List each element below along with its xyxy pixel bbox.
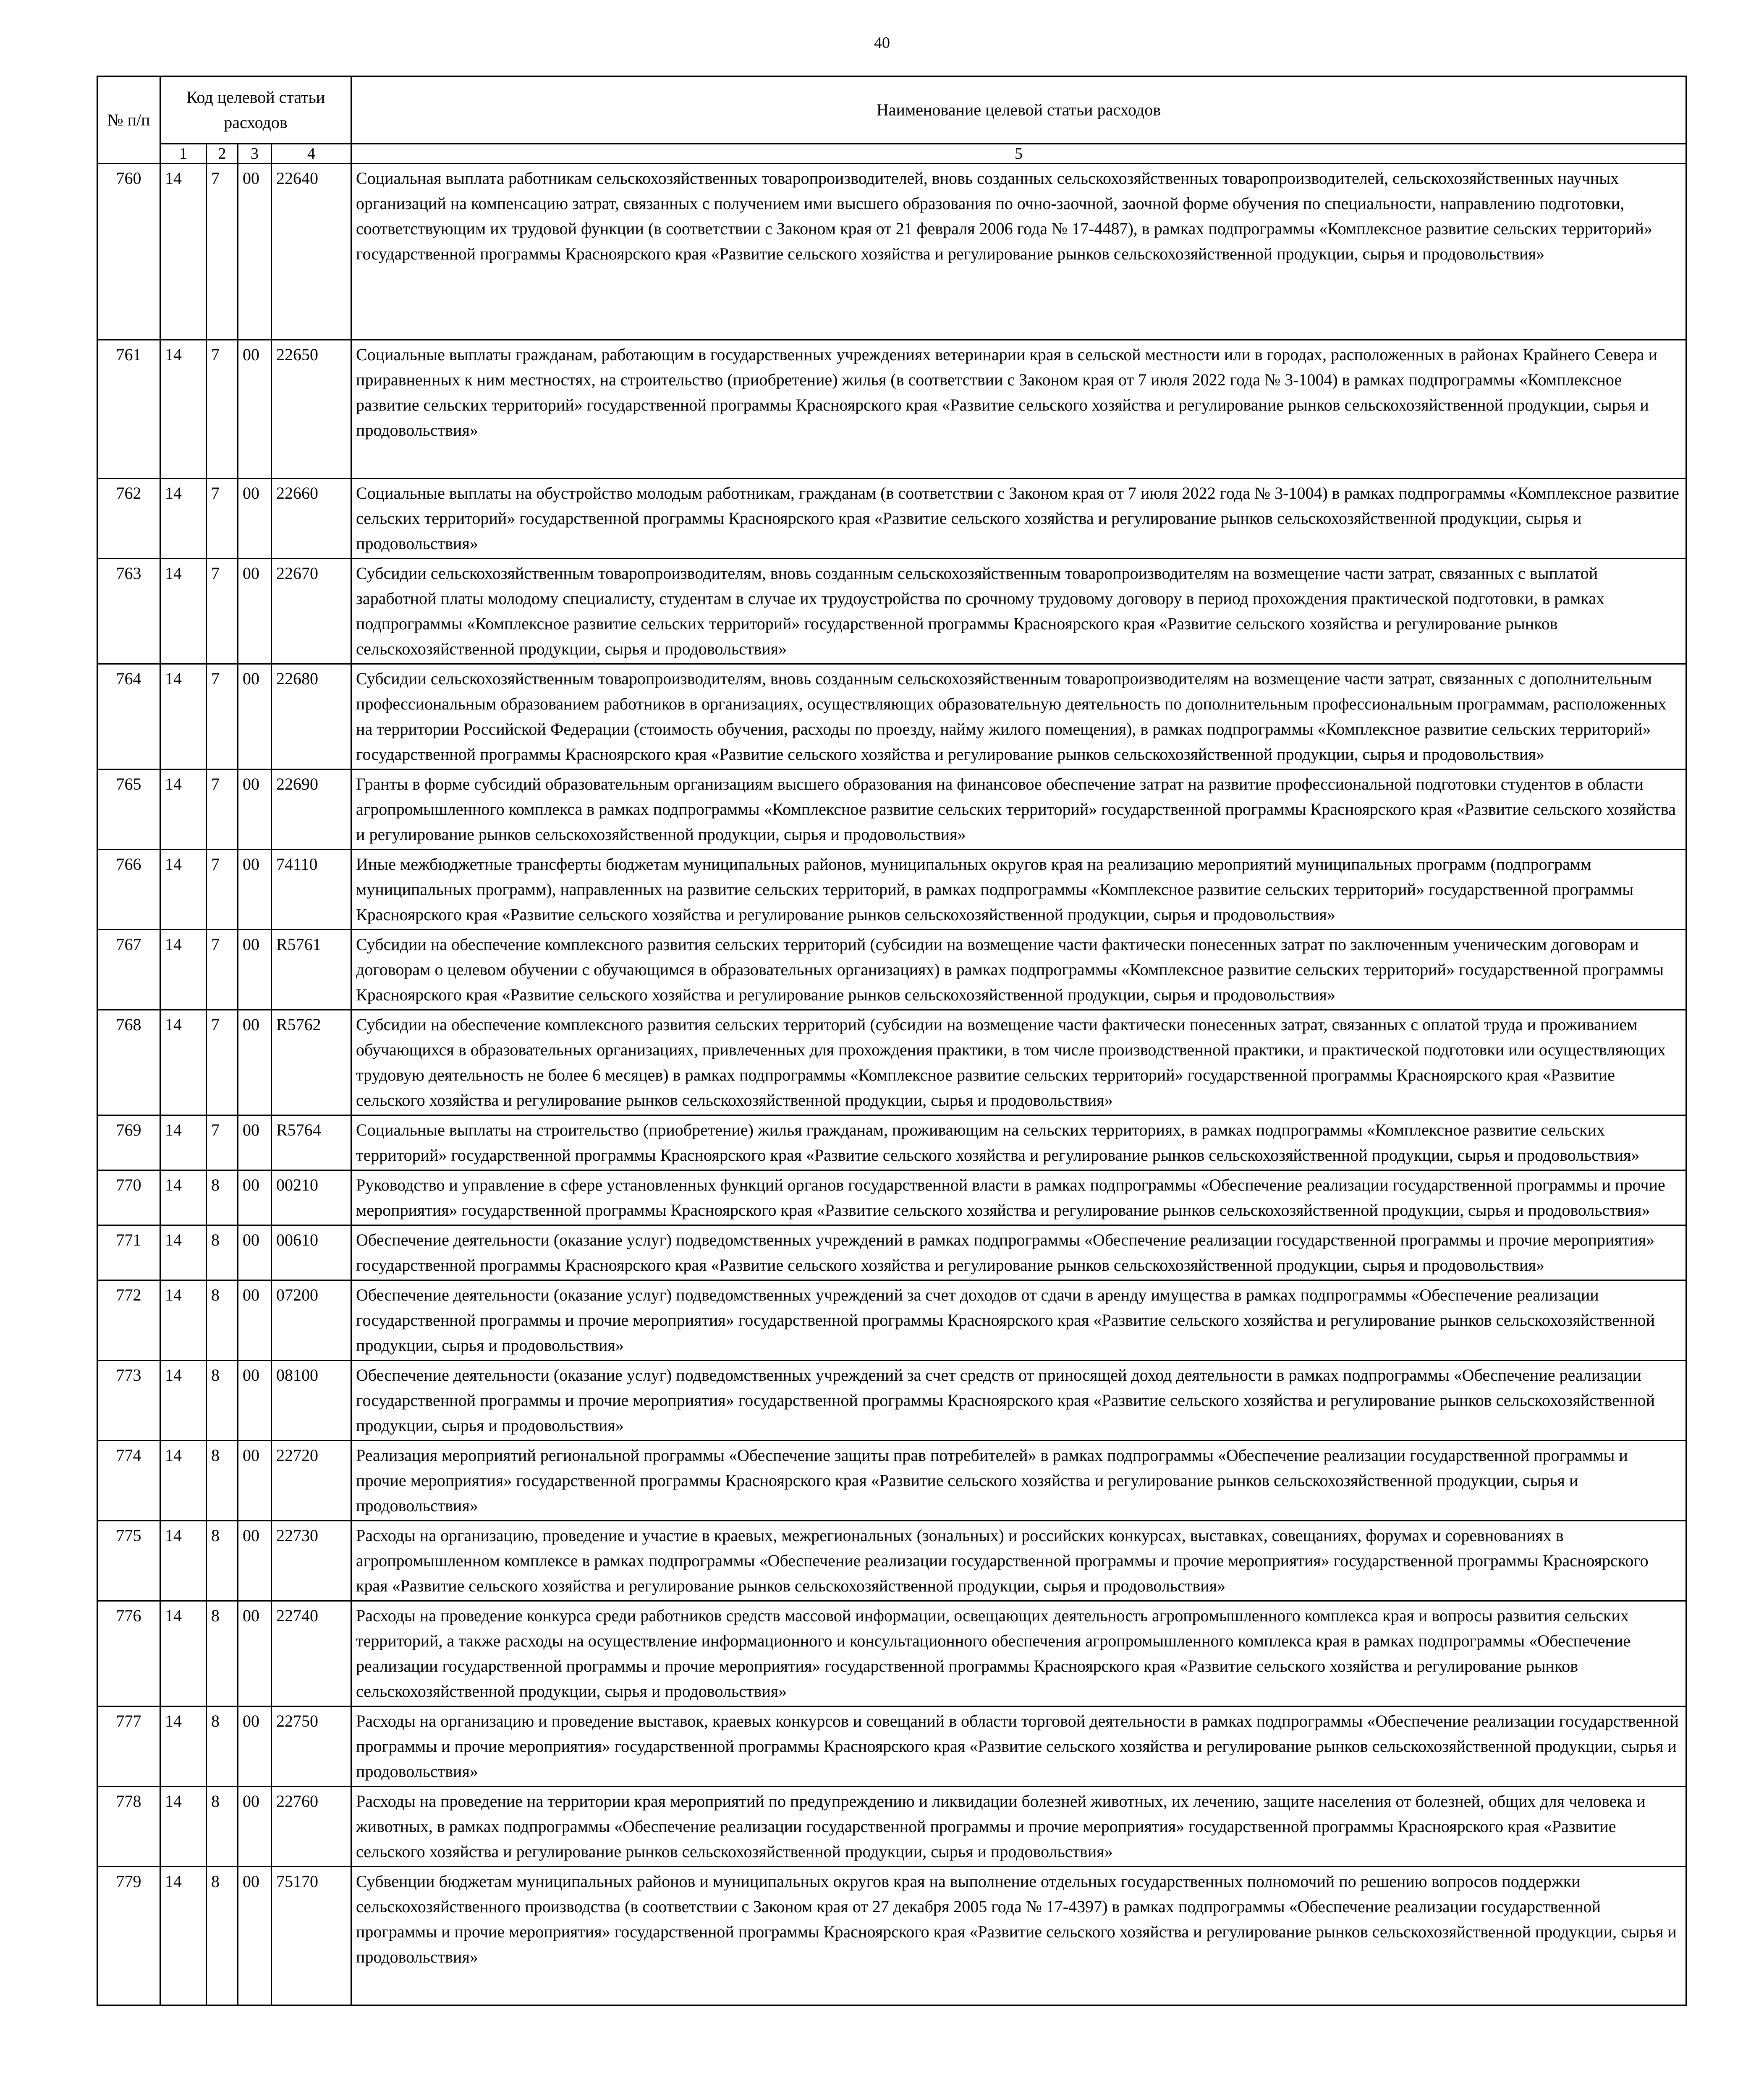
code-part-4: 22650 [272,340,351,479]
code-part-3: 00 [238,1361,272,1441]
code-part-1: 14 [160,1010,207,1115]
table-row [97,930,1686,1010]
table-row [97,1361,1686,1441]
code-part-1: 14 [160,1787,207,1867]
code-part-4: R5764 [272,1115,351,1170]
code-part-3: 00 [238,479,272,559]
code-part-3: 00 [238,1170,272,1225]
table-row [97,1225,1686,1280]
code-part-4: 08100 [272,1361,351,1441]
code-part-4: 74110 [272,850,351,930]
row-description: Иные межбюджетные трансферты бюджетам муниципальных районов, муниципальных округов края на реализацию мероприятий муниципальных программ (подпрограмм муниципальных программ), направленных на развитие сельских территорий, в рамках подпрограммы «Комплексное развитие сельских территорий» государственной программы Красноярского края «Развитие сельского хозяйства и регулирование рынков сельскохозяйственной продукции, сырья и продовольствия» [351,850,1686,930]
code-part-2: 8 [207,1225,238,1280]
code-part-1: 14 [160,1225,207,1280]
code-part-4: 22740 [272,1601,351,1706]
code-part-4: 22760 [272,1787,351,1867]
code-part-4: 22720 [272,1441,351,1521]
code-part-1: 14 [160,664,207,769]
row-description: Субсидии сельскохозяйственным товаропроизводителям, вновь созданным сельскохозяйственным товаропроизводителям на возмещение части затрат, связанных с дополнительным профессиональным образованием работников в организациях, осуществляющих образовательную деятельность по дополнительным профессиональным программам, расположенных на территории Российской Федерации (стоимость обучения, расходы по проезду, найму жилого помещения), в рамках подпрограммы «Комплексное развитие сельских территорий» государственной программы Красноярского края «Развитие сельского хозяйства и регулирование рынков сельскохозяйственной продукции, сырья и продовольствия» [351,664,1686,769]
code-part-3: 00 [238,1601,272,1706]
table-row [97,664,1686,769]
code-part-4: R5762 [272,1010,351,1115]
table-row [97,1867,1686,2005]
row-description: Обеспечение деятельности (оказание услуг) подведомственных учреждений в рамках подпрограммы «Обеспечение реализации государственной программы и прочие мероприятия» государственной программы Красноярского края «Развитие сельского хозяйства и регулирование рынков сельскохозяйственной продукции, сырья и продовольствия» [351,1225,1686,1280]
code-part-4: 22680 [272,664,351,769]
table-row [97,850,1686,930]
table-row [97,1280,1686,1361]
code-part-3: 00 [238,1706,272,1787]
row-number: 771 [97,1225,160,1280]
column-number-1: 1 [160,144,207,164]
column-number-3: 3 [238,144,272,164]
table-row [97,340,1686,479]
code-part-2: 8 [207,1170,238,1225]
row-description: Обеспечение деятельности (оказание услуг) подведомственных учреждений за счет средств от приносящей доход деятельности в рамках подпрограммы «Обеспечение реализации государственной программы и прочие мероприятия» государственной программы Красноярского края «Развитие сельского хозяйства и регулирование рынков сельскохозяйственной продукции, сырья и продовольствия» [351,1361,1686,1441]
row-number: 779 [97,1867,160,2005]
code-part-3: 00 [238,664,272,769]
code-part-4: 22670 [272,559,351,664]
table-row [97,1787,1686,1867]
table-row [97,769,1686,850]
code-part-2: 7 [207,164,238,340]
row-description: Субсидии сельскохозяйственным товаропроизводителям, вновь созданным сельскохозяйственным товаропроизводителям на возмещение части затрат, связанных с выплатой заработной платы молодому специалисту, студентам в случае их трудоустройства по срочному трудовому договору в период прохождения практической подготовки, в рамках подпрограммы «Комплексное развитие сельских территорий» государственной программы Красноярского края «Развитие сельского хозяйства и регулирование рынков сельскохозяйственной продукции, сырья и продовольствия» [351,559,1686,664]
row-number: 776 [97,1601,160,1706]
row-number: 772 [97,1280,160,1361]
code-part-4: 00610 [272,1225,351,1280]
row-description: Социальные выплаты гражданам, работающим в государственных учреждениях ветеринарии края в сельской местности или в городах, расположенных в районах Крайнего Севера и приравненных к ним местностях, на строительство (приобретение) жилья (в соответствии с Законом края от 7 июля 2022 года № 3-1004) в рамках подпрограммы «Комплексное развитие сельских территорий» государственной программы Красноярского края «Развитие сельского хозяйства и регулирование рынков сельскохозяйственной продукции, сырья и продовольствия» [351,340,1686,479]
code-part-1: 14 [160,769,207,850]
table-row [97,1441,1686,1521]
row-description: Социальные выплаты на строительство (приобретение) жилья гражданам, проживающим на сельских территориях, в рамках подпрограммы «Комплексное развитие сельских территорий» государственной программы Красноярского края «Развитие сельского хозяйства и регулирование рынков сельскохозяйственной продукции, сырья и продовольствия» [351,1115,1686,1170]
row-description: Расходы на проведение на территории края мероприятий по предупреждению и ликвидации болезней животных, их лечению, защите населения от болезней, общих для человека и животных, в рамках подпрограммы «Обеспечение реализации государственной программы и прочие мероприятия» государственной программы Красноярского края «Развитие сельского хозяйства и регулирование рынков сельскохозяйственной продукции, сырья и продовольствия» [351,1787,1686,1867]
code-part-2: 7 [207,850,238,930]
column-number-2: 2 [207,144,238,164]
code-part-2: 7 [207,559,238,664]
code-part-2: 7 [207,930,238,1010]
row-number: 760 [97,164,160,340]
column-number-4: 4 [272,144,351,164]
code-part-1: 14 [160,1706,207,1787]
code-part-2: 8 [207,1867,238,2005]
code-part-4: R5761 [272,930,351,1010]
code-part-4: 22730 [272,1521,351,1601]
row-description: Субсидии на обеспечение комплексного развития сельских территорий (субсидии на возмещение части фактически понесенных затрат по заключенным ученическим договорам и договорам о целевом обучении с обучающимся в образовательных организациях) в рамках подпрограммы «Комплексное развитие сельских территорий» государственной программы Красноярского края «Развитие сельского хозяйства и регулирование рынков сельскохозяйственной продукции, сырья и продовольствия» [351,930,1686,1010]
code-part-2: 7 [207,1115,238,1170]
code-part-3: 00 [238,340,272,479]
code-part-2: 8 [207,1787,238,1867]
row-description: Субвенции бюджетам муниципальных районов и муниципальных округов края на выполнение отдельных государственных полномочий по решению вопросов поддержки сельскохозяйственного производства (в соответствии с Законом края от 27 декабря 2005 года № 17-4397) в рамках подпрограммы «Обеспечение реализации государственной программы и прочие мероприятия» государственной программы Красноярского края «Развитие сельского хозяйства и регулирование рынков сельскохозяйственной продукции, сырья и продовольствия» [351,1867,1686,2005]
row-description: Руководство и управление в сфере установленных функций органов государственной власти в рамках подпрограммы «Обеспечение реализации государственной программы и прочие мероприятия» государственной программы Красноярского края «Развитие сельского хозяйства и регулирование рынков сельскохозяйственной продукции, сырья и продовольствия» [351,1170,1686,1225]
code-part-1: 14 [160,1521,207,1601]
code-part-4: 22750 [272,1706,351,1787]
table-row [97,1115,1686,1170]
header-code: Код целевой статьи расходов [160,76,351,144]
code-part-1: 14 [160,1170,207,1225]
code-part-3: 00 [238,1225,272,1280]
row-number: 763 [97,559,160,664]
code-part-2: 8 [207,1361,238,1441]
code-part-4: 00210 [272,1170,351,1225]
row-description: Расходы на организацию и проведение выставок, краевых конкурсов и совещаний в области торговой деятельности в рамках подпрограммы «Обеспечение реализации государственной программы и прочие мероприятия» государственной программы Красноярского края «Развитие сельского хозяйства и регулирование рынков сельскохозяйственной продукции, сырья и продовольствия» [351,1706,1686,1787]
code-part-3: 00 [238,1867,272,2005]
code-part-1: 14 [160,164,207,340]
row-number: 770 [97,1170,160,1225]
row-description: Расходы на проведение конкурса среди работников средств массовой информации, освещающих деятельность агропромышленного комплекса края и вопросы развития сельских территорий, а также расходы на осуществление информационного и консультационного обеспечения агропромышленного комплекса края в рамках подпрограммы «Обеспечение реализации государственной программы и прочие мероприятия» государственной программы Красноярского края «Развитие сельского хозяйства и регулирование рынков сельскохозяйственной продукции, сырья и продовольствия» [351,1601,1686,1706]
table-row [97,1706,1686,1787]
code-part-3: 00 [238,1787,272,1867]
code-part-2: 7 [207,340,238,479]
code-part-2: 7 [207,769,238,850]
row-number: 775 [97,1521,160,1601]
code-part-4: 22640 [272,164,351,340]
column-number-5: 5 [351,144,1686,164]
code-part-1: 14 [160,340,207,479]
row-description: Субсидии на обеспечение комплексного развития сельских территорий (субсидии на возмещение части фактически понесенных затрат, связанных с оплатой труда и проживанием обучающихся в образовательных организациях, привлеченных для прохождения практики, в том числе производственной практики, и практической подготовки или осуществляющих трудовую деятельность не более 6 месяцев) в рамках подпрограммы «Комплексное развитие сельских территорий» государственной программы Красноярского края «Развитие сельского хозяйства и регулирование рынков сельскохозяйственной продукции, сырья и продовольствия» [351,1010,1686,1115]
code-part-3: 00 [238,930,272,1010]
table-row [97,559,1686,664]
code-part-3: 00 [238,1010,272,1115]
code-part-1: 14 [160,1601,207,1706]
code-part-2: 8 [207,1521,238,1601]
code-part-2: 7 [207,1010,238,1115]
row-number: 768 [97,1010,160,1115]
table-row [97,1521,1686,1601]
expense-items-table [97,76,1687,2006]
code-part-3: 00 [238,850,272,930]
table-row [97,1601,1686,1706]
row-description: Обеспечение деятельности (оказание услуг) подведомственных учреждений за счет доходов от сдачи в аренду имущества в рамках подпрограммы «Обеспечение реализации государственной программы и прочие мероприятия» государственной программы Красноярского края «Развитие сельского хозяйства и регулирование рынков сельскохозяйственной продукции, сырья и продовольствия» [351,1280,1686,1361]
row-number: 762 [97,479,160,559]
code-part-2: 8 [207,1601,238,1706]
code-part-3: 00 [238,559,272,664]
code-part-3: 00 [238,1280,272,1361]
code-part-4: 07200 [272,1280,351,1361]
code-part-4: 22690 [272,769,351,850]
code-part-1: 14 [160,559,207,664]
table-row [97,1170,1686,1225]
code-part-2: 7 [207,479,238,559]
row-description: Гранты в форме субсидий образовательным организациям высшего образования на финансовое обеспечение затрат на развитие профессиональной подготовки студентов в области агропромышленного комплекса в рамках подпрограммы «Комплексное развитие сельских территорий» государственной программы Красноярского края «Развитие сельского хозяйства и регулирование рынков сельскохозяйственной продукции, сырья и продовольствия» [351,769,1686,850]
code-part-1: 14 [160,1115,207,1170]
code-part-2: 8 [207,1441,238,1521]
code-part-3: 00 [238,769,272,850]
row-description: Расходы на организацию, проведение и участие в краевых, межрегиональных (зональных) и российских конкурсах, выставках, совещаниях, форумах и соревнованиях в агропромышленном комплексе в рамках подпрограммы «Обеспечение реализации государственной программы и прочие мероприятия» государственной программы Красноярского края «Развитие сельского хозяйства и регулирование рынков сельскохозяйственной продукции, сырья и продовольствия» [351,1521,1686,1601]
code-part-3: 00 [238,1521,272,1601]
page-number: 40 [874,34,890,52]
code-part-4: 22660 [272,479,351,559]
header-number: № п/п [97,76,160,164]
row-number: 766 [97,850,160,930]
code-part-2: 7 [207,664,238,769]
row-number: 777 [97,1706,160,1787]
code-part-1: 14 [160,1361,207,1441]
code-part-1: 14 [160,479,207,559]
code-part-2: 8 [207,1280,238,1361]
row-number: 773 [97,1361,160,1441]
row-number: 774 [97,1441,160,1521]
code-part-4: 75170 [272,1867,351,2005]
row-number: 767 [97,930,160,1010]
code-part-1: 14 [160,1867,207,2005]
code-part-3: 00 [238,164,272,340]
table-row [97,164,1686,340]
code-part-3: 00 [238,1441,272,1521]
row-number: 764 [97,664,160,769]
row-description: Социальная выплата работникам сельскохозяйственных товаропроизводителей, вновь созданных сельскохозяйственных товаропроизводителей, сельскохозяйственных научных организаций на компенсацию затрат, связанных с получением ими высшего образования по очно-заочной, заочной форме обучения по специальности, направлению подготовки, соответствующим их трудовой функции (в соответствии с Законом края от 21 февраля 2006 года № 17-4487), в рамках подпрограммы «Комплексное развитие сельских территорий» государственной программы Красноярского края «Развитие сельского хозяйства и регулирование рынков сельскохозяйственной продукции, сырья и продовольствия» [351,164,1686,340]
row-number: 778 [97,1787,160,1867]
row-number: 765 [97,769,160,850]
header-name: Наименование целевой статьи расходов [351,76,1686,144]
row-description: Реализация мероприятий региональной программы «Обеспечение защиты прав потребителей» в рамках подпрограммы «Обеспечение реализации государственной программы и прочие мероприятия» государственной программы Красноярского края «Развитие сельского хозяйства и регулирование рынков сельскохозяйственной продукции, сырья и продовольствия» [351,1441,1686,1521]
row-number: 769 [97,1115,160,1170]
code-part-1: 14 [160,930,207,1010]
table-row [97,1010,1686,1115]
code-part-3: 00 [238,1115,272,1170]
table-row [97,479,1686,559]
row-description: Социальные выплаты на обустройство молодым работникам, гражданам (в соответствии с Законом края от 7 июля 2022 года № 3-1004) в рамках подпрограммы «Комплексное развитие сельских территорий» государственной программы Красноярского края «Развитие сельского хозяйства и регулирование рынков сельскохозяйственной продукции, сырья и продовольствия» [351,479,1686,559]
code-part-2: 8 [207,1706,238,1787]
row-number: 761 [97,340,160,479]
code-part-1: 14 [160,850,207,930]
code-part-1: 14 [160,1280,207,1361]
code-part-1: 14 [160,1441,207,1521]
